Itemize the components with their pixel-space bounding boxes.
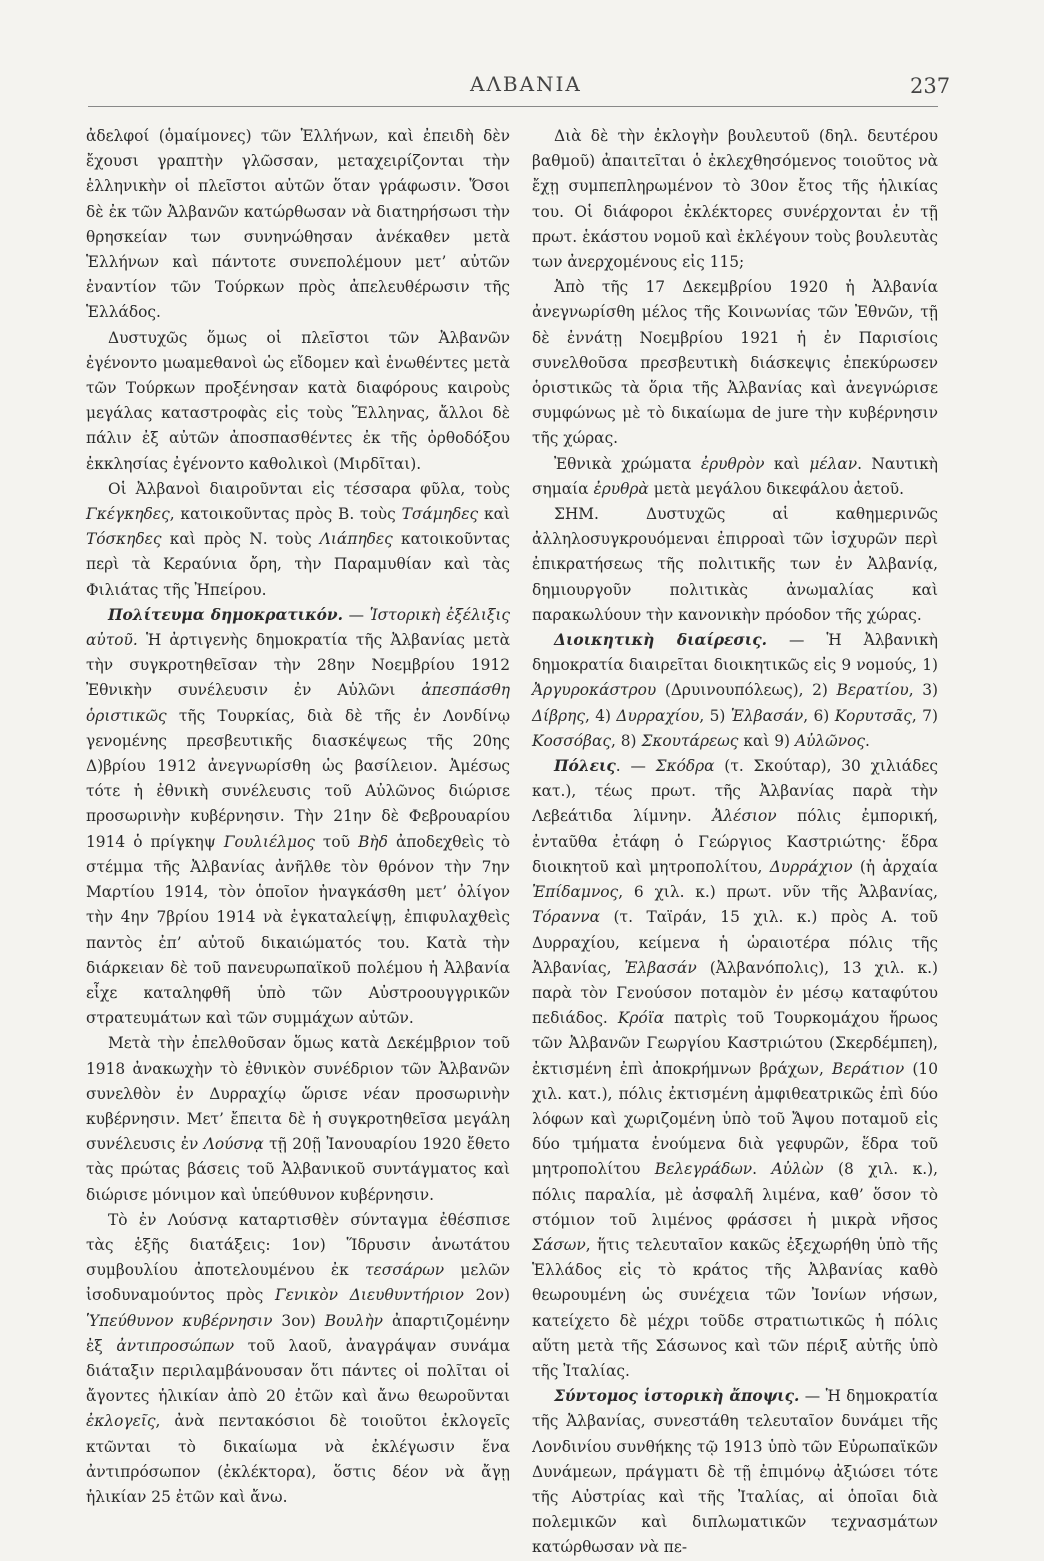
text-run: ἀποδεχθεὶς τὸ στέμμα τῆς Ἀλβανίας ἀνῆλθε τὸν θρόνον τὴν 7ην Μαρτίου 1914, τὸν ὁποῖον ἠναγκάσθη μετ’ ὀλίγον τὴν 4ην 7βρίου 1914 νὰ ἐγκαταλείψῃ, ἐπιφυλαχθεὶς παντὸς ἐπ’ αὐτοῦ δικαιώματός του. Κατὰ τὴν διάρκειαν δὲ τοῦ πανευρωπαϊκοῦ πολέμου ἡ Ἀλβανία εἶχε καταληφθῆ ὑπὸ τῶν Αὐστροουγγρικῶν στρατευμάτων καὶ τῶν συμμάχων αὐτῶν. xyxy=(86,832,511,1028)
text-run: τῆς Τουρκίας, διὰ δὲ τῆς ἐν Λονδίνῳ γενομένης πρεσβευτικῆς διασκέψεως τῆς 20ης Δ)βρίου 1912 ἀνεγνωρίσθη ὡς βασίλειον. Ἀμέσως τότε ἡ ἐθνικὴ συνέλευσις τοῦ Αὐλῶνος διώρισε προσωρινὴν κυβέρνησιν. Τὴν 21ην δὲ Φεβρουαρίου 1914 ὁ πρίγκηψ xyxy=(86,706,510,851)
italic-term: Κορυτσᾶς xyxy=(834,706,912,725)
text-run: , ἀνὰ πεντακόσιοι δὲ τοιοῦτοι ἐκλογεῖς κτῶνται τὸ δικαίωμα νὰ ἐκλέγωσιν ἕνα ἀντιπρόσωπον (ἐκλέκτορα), ὅστις δέον νὰ ἄγῃ ἡλικίαν 25 ἐτῶν καὶ ἄνω. xyxy=(86,1412,510,1506)
paragraph xyxy=(532,502,938,628)
italic-term: Λούσνᾳ xyxy=(203,1135,264,1154)
text-run: ἀδελφοί (ὁμαίμονες) τῶν Ἑλλήνων, καὶ ἐπειδὴ δὲν ἔχουσι γραπτὴν γλῶσσαν, μεταχειρίζονται τὴν ἑλληνικὴν οἱ πλεῖστοι αὐτῶν ὅταν γράφωσιν. Ὅσοι δὲ ἐκ τῶν Ἀλβανῶν κατώρθωσαν νὰ διατηρήσωσι τὴν θρησκείαν των συνηνώθησαν ἀνέκαθεν μετὰ Ἑλλήνων καὶ πάντοτε συνεπολέμουν μετ’ αὐτῶν ἐναντίον τῶν Τούρκων πρὸς ἀπελευθέρωσιν τῆς Ἑλλάδος. xyxy=(86,127,510,322)
text-run: (Ἀλβανόπολις), 13 χιλ. κ.) παρὰ τὸν Γενούσον ποταμὸν ἐν μέσῳ καταφύτου πεδιάδος. xyxy=(532,958,938,1028)
text-run: πατρὶς τοῦ Τουρκομάχου ἥρωος τῶν Ἀλβανῶν Γεωργίου Καστριώτου (Σκερδέμπεη), ἐκτισμένη ἐπὶ ἀποκρήμνων βράχων, xyxy=(532,1009,938,1078)
text-run: Δυστυχῶς ὅμως οἱ πλεῖστοι τῶν Ἀλβανῶν ἐγένοντο μωαμεθανοὶ ὡς εἴδομεν καὶ ἑνωθέντες μετὰ τῶν Τούρκων προξένησαν κατὰ διαφόρους καιροὺς μεγάλας καταστροφὰς εἰς τοὺς Ἕλληνας, ἄλλοι δὲ πάλιν ἐξ αὐτῶν ἀποσπασθέντες ἐκ τῆς ὀρθοδόξου ἐκκλησίας ἐγένοντο καθολικοὶ (Μιρδῖται). xyxy=(86,328,510,473)
italic-term: Δυρράχιον xyxy=(769,857,853,876)
italic-term: ἐρυθρὰ xyxy=(593,479,649,498)
italic-term: Δυρραχίου xyxy=(616,706,700,725)
text-run: Ἐθνικὰ χρώματα xyxy=(554,454,701,473)
italic-term: τεσσάρων xyxy=(364,1261,445,1280)
page-number: 237 xyxy=(910,74,951,98)
italic-term: Ἀργυροκάστρου xyxy=(532,681,657,700)
text-run: ΣΗΜ. Δυστυχῶς αἱ καθημερινῶς ἀλληλοσυγκρουόμεναι ἐπιρροαὶ τῶν ἰσχυρῶν περὶ ἐπικρατήσεως τῆς πολιτικῆς των ἐν Ἀλβανίᾳ, δημιουργοῦν πολιτικὰς ἀνωμαλίας καὶ παρακωλύουν τὴν κανονικὴν πρόοδον τῆς χώρας. xyxy=(532,505,938,624)
text-run: — Ἡ δημοκρατία τῆς Ἀλβανίας, συνεστάθη τελευταῖον δυνάμει τῆς Λονδινίου συνθήκης τῷ 1913 ὑπὸ τῶν Εὐρωπαϊκῶν Δυνάμεων, πράγματι δὲ τῇ ἐπιμόνῳ ἀξιώσει τότε τῆς Αὐστρίας καὶ τῆς Ἰταλίας, αἱ ὁποῖαι διὰ πολεμικῶν καὶ διπλωματικῶν τεχνασμάτων κατώρθωσαν νὰ πε- xyxy=(532,1387,938,1557)
text-run: — Ἡ Ἀλβανικὴ δημοκρατία διαιρεῖται διοικητικῶς εἰς 9 νομούς, 1) xyxy=(532,631,938,675)
italic-term: Τόσκηδες xyxy=(86,530,162,549)
text-run: Ἡ ἀρτιγενὴς δημοκρατία τῆς Ἀλβανίας μετὰ τὴν συγκροτηθεῖσαν τὴν 28ην Νοεμβρίου 1912 Ἐθνικὴν συνέλευσιν ἐν Αὐλῶνι xyxy=(86,631,510,700)
text-run: , 7) xyxy=(911,706,938,725)
text-run: Μετὰ τὴν ἐπελθοῦσαν ὅμως κατὰ Δεκέμβριον τοῦ 1918 ἀνακωχὴν τὸ ἐθνικὸν συνέδριον τῶν Ἀλβανῶν συνελθὸν ἐν Δυρραχίῳ ὥρισε νέαν προσωρινὴν κυβέρνησιν. Μετ’ ἔπειτα δὲ ἡ συγκροτηθεῖσα μεγάλη συνέλευσις ἐν xyxy=(86,1034,510,1154)
header-rule xyxy=(88,106,938,107)
text-run: . Ναυτικὴ σημαία xyxy=(532,454,938,498)
text-run: , 4) xyxy=(584,706,617,725)
right-column xyxy=(532,124,938,1561)
text-run: καὶ xyxy=(764,454,810,473)
paragraph xyxy=(86,1208,510,1510)
italic-term: ἐκλογεῖς xyxy=(86,1412,156,1431)
italic-term: Σκόδρα xyxy=(655,757,715,776)
italic-term: Βουλὴν xyxy=(324,1311,384,1330)
text-run: . xyxy=(864,731,870,750)
text-run: , κατοικοῦντας πρὸς Β. τοὺς xyxy=(169,505,402,524)
italic-term: Βερατίου xyxy=(836,681,909,700)
italic-term: Σκουτάρεως xyxy=(641,731,739,750)
italic-term: Ἐλβασάν xyxy=(624,958,697,977)
italic-term: Ὑπεύθυνον κυβέρνησιν xyxy=(86,1311,273,1330)
paragraph xyxy=(532,452,938,502)
text-run: , 6) xyxy=(803,706,835,725)
section-heading: Σύντομος ἱστορικὴ ἄποψις. xyxy=(554,1387,800,1406)
text-run: ἀπαρτιζομένην ἐξ xyxy=(86,1311,510,1355)
left-column xyxy=(86,124,510,1510)
italic-term: Ἐλβασάν xyxy=(730,706,804,725)
text-run: τοῦ xyxy=(314,832,359,851)
text-run: 2ον) xyxy=(463,1286,511,1305)
italic-term: Τόραννα xyxy=(532,908,601,927)
italic-term: Βὴδ xyxy=(358,832,388,851)
italic-term: Αὐλὼν xyxy=(771,1160,824,1179)
italic-term: Τσάμηδες xyxy=(401,505,479,524)
section-heading: Πολίτευμα δημοκρατικόν. xyxy=(108,605,343,624)
italic-term: Αὐλῶνος xyxy=(794,731,865,750)
text-run: καὶ πρὸς Ν. τοὺς xyxy=(161,530,320,549)
italic-term: Σάσων xyxy=(532,1235,586,1254)
paragraph xyxy=(532,124,938,275)
text-run: (8 χιλ. κ.), πόλις παραλία, μὲ ἀσφαλῆ λιμένα, καθ’ ὅσον τὸ στόμιον τοῦ λιμένος φράσσει ἡ μικρὰ νῆσος xyxy=(532,1160,938,1229)
text-run: μελῶν ἰσοδυναμούντος πρὸς xyxy=(86,1261,510,1305)
paragraph xyxy=(532,754,938,1384)
italic-term: Κρόϊα xyxy=(617,1009,665,1028)
italic-term: ἀπεσπάσθη ὁριστικῶς xyxy=(86,681,510,725)
text-run: καὶ xyxy=(478,505,510,524)
text-run: — xyxy=(342,605,370,624)
text-run: Οἱ Ἀλβανοὶ διαιροῦνται εἰς τέσσαρα φῦλα, τοὺς xyxy=(108,479,510,498)
text-run: τῇ 20ῇ Ἰανουαρίου 1920 ἔθετο τὰς πρώτας βάσεις τοῦ Ἀλβανικοῦ συντάγματος καὶ διώρισε μόνιμον καὶ ὑπεύθυνον κυβέρνησιν. xyxy=(86,1135,511,1204)
text-run: Ἀπὸ τῆς 17 Δεκεμβρίου 1920 ἡ Ἀλβανία ἀνεγνωρίσθη μέλος τῆς Κοινωνίας τῶν Ἐθνῶν, τῇ δὲ ἐννάτῃ Νοεμβρίου 1921 ἡ ἐν Παρισίοις συνελθοῦσα πρεσβευτικὴ διάσκεψις ἐπεκύρωσεν ὁριστικῶς τὰ ὅρια τῆς Ἀλβανίας καὶ ἀνεγνώρισε συμφώνως μὲ τὸ δικαίωμα de jure τὴν κυβέρνησιν τῆς χώρας. xyxy=(532,278,938,448)
text-run: (10 χιλ. κατ.), πόλις ἐκτισμένη ἀμφιθεατρικῶς ἐπὶ δύο λόφων καὶ χωριζομένη ὑπὸ τοῦ Ἄψου ποταμοῦ εἰς δύο τμήματα ἑνούμενα διὰ γεφυρῶν, ἕδρα τοῦ μητροπολίτου xyxy=(532,1059,938,1179)
italic-term: Λιάπηδες xyxy=(319,530,393,549)
text-run: , 5) xyxy=(699,706,731,725)
text-run: κατοικοῦντας περὶ τὰ Κεραύνια ὄρη, τὴν Παραμυθίαν καὶ τὰς Φιλιάτας τῆς Ἠπείρου. xyxy=(86,530,510,599)
section-heading: Πόλεις xyxy=(554,757,616,776)
italic-term: μέλαν xyxy=(809,454,858,473)
paragraph xyxy=(86,603,510,1031)
text-run: 3ον) xyxy=(272,1311,325,1330)
paragraph xyxy=(532,275,938,451)
italic-term: Βεράτιον xyxy=(832,1059,905,1078)
italic-term: Βελεγράδων xyxy=(654,1160,753,1179)
paragraph xyxy=(86,1031,510,1207)
italic-term: Ἐπίδαμνος xyxy=(532,883,619,902)
text-run: , 8) xyxy=(610,731,642,750)
section-heading: Διοικητικὴ διαίρεσις. xyxy=(554,631,767,650)
italic-term: ἀντιπροσώπων xyxy=(116,1336,235,1355)
italic-term: Γενικὸν Διευθυντήριον xyxy=(274,1286,464,1305)
italic-term: Δίβρης xyxy=(532,706,585,725)
text-run: τοῦ λαοῦ, ἀναγράψαν συνάμα διάταξιν περιλαμβάνουσαν ὅτι πάντες οἱ πολῖται οἱ ἄγοντες ἡλικίαν ἀπὸ 20 ἐτῶν καὶ ἄνω θεωροῦνται xyxy=(86,1336,510,1406)
italic-term: Ἀλέσιον xyxy=(712,807,777,826)
text-run: καὶ 9) xyxy=(738,731,795,750)
italic-term: Ἱστορικὴ ἐξέλιξις αὐτοῦ. xyxy=(86,605,510,650)
italic-term: ἐρυθρὸν xyxy=(700,454,765,473)
text-run: (ἡ ἀρχαία xyxy=(852,857,938,876)
text-run: . xyxy=(752,1160,772,1179)
text-run: , ἥτις τελευταῖον κακῶς ἐξεχωρήθη ὑπὸ τῆς Ἑλλάδος εἰς τὸ κράτος τῆς Ἀλβανίας καθὸ θεωρουμένη ὡς συνέχεια τῶν Ἰονίων νήσων, κατείχετο δὲ μέχρι τοῦδε στρατιωτικῶς ἡ πόλις αὕτη μετὰ τῆς Σάσωνος καὶ τῶν πέριξ αὐτῆς ὑπὸ τῆς Ἰταλίας. xyxy=(532,1235,938,1380)
italic-term: Γουλιέλμος xyxy=(223,832,315,851)
text-run: πόλις ἐμπορική, ἐνταῦθα ἐτάφη ὁ Γεώργιος Καστριώτης· ἕδρα διοικητοῦ καὶ μητροπολίτου, xyxy=(532,807,938,876)
text-run: . — xyxy=(615,757,656,776)
text-run: (τ. Σκούταρ), 30 χιλιάδες κατ.), τέως πρωτ. τῆς Ἀλβανίας παρὰ τὴν Λεβεάτιδα λίμνην. xyxy=(532,757,938,826)
text-run: , 6 χιλ. κ.) πρωτ. νῦν τῆς Ἀλβανίας, xyxy=(618,883,938,902)
text-run: , 3) xyxy=(908,681,938,700)
text-run: μετὰ μεγάλου δικεφάλου ἀετοῦ. xyxy=(648,479,905,498)
paragraph xyxy=(86,124,510,326)
italic-term: Γκέγκηδες xyxy=(86,505,170,524)
paragraph xyxy=(532,628,938,754)
text-run: Τὸ ἐν Λούσνᾳ καταρτισθὲν σύνταγμα ἐθέσπισε τὰς ἑξῆς διατάξεις: 1ον) Ἵδρυσιν ἀνωτάτου συμβουλίου ἀποτελουμένου ἐκ xyxy=(86,1210,510,1280)
running-head-title: ΑΛΒΑΝΙΑ xyxy=(470,72,582,96)
text-run: (τ. Ταϊράν, 15 χιλ. κ.) πρὸς Α. τοῦ Δυρραχίου, κείμενα ἡ ὡραιοτέρα πόλις τῆς Ἀλβανίας, xyxy=(532,908,938,977)
text-run: (Δρυινουπόλεως), 2) xyxy=(656,681,837,700)
italic-term: Κοσσόβας xyxy=(532,731,611,750)
paragraph xyxy=(86,326,510,477)
paragraph xyxy=(532,1384,938,1560)
text-run: Διὰ δὲ τὴν ἐκλογὴν βουλευτοῦ (δηλ. δευτέρου βαθμοῦ) ἀπαιτεῖται ὁ ἐκλεχθησόμενος τοιοῦτος νὰ ἔχῃ συμπεπληρωμένον τὸ 30ον ἔτος τῆς ἡλικίας του. Οἱ διάφοροι ἐκλέκτορες συνέρχονται ἐν τῇ πρωτ. ἑκάστου νομοῦ καὶ ἐκλέγουν τοὺς βουλευτὰς των ἀνερχομένους εἰς 115; xyxy=(532,127,938,272)
paragraph xyxy=(86,477,510,603)
